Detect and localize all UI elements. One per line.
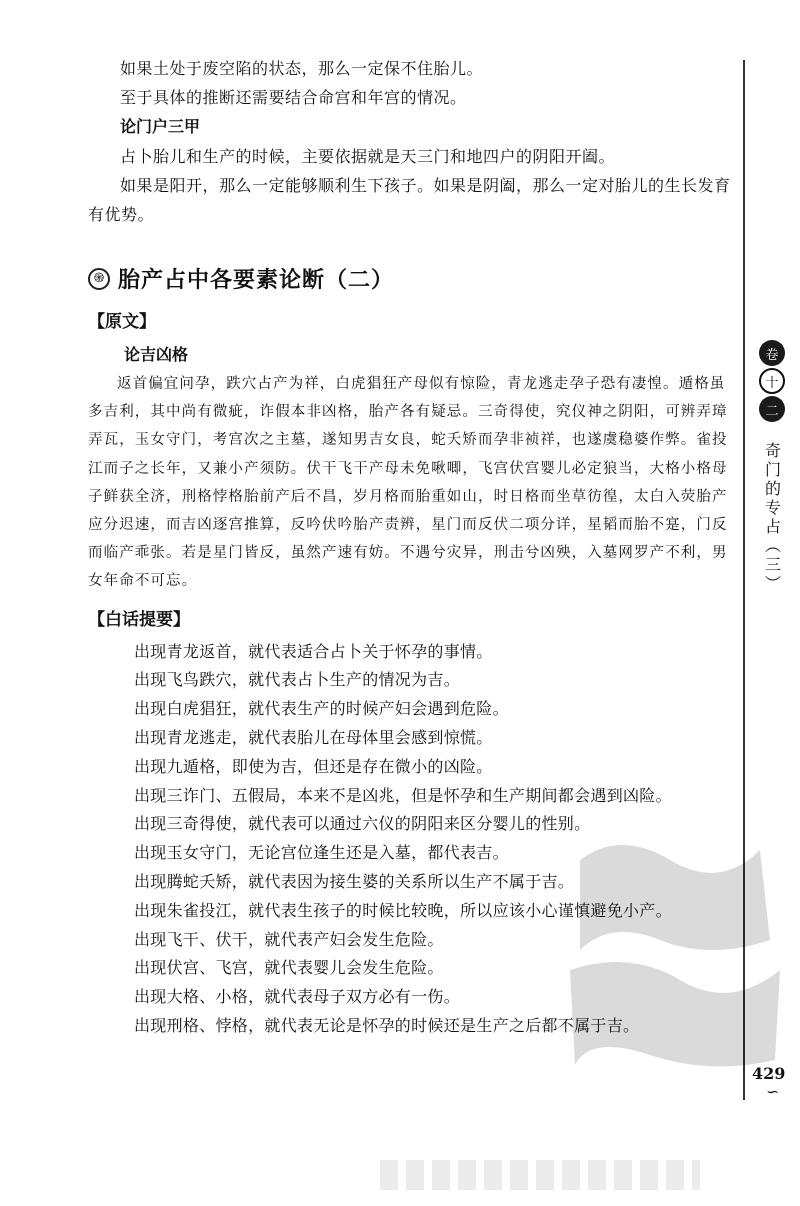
- vernacular-line: 出现大格、小格，就代表母子双方必有一伤。: [134, 987, 461, 1007]
- intro-line-1: 如果土处于废空陷的状态，那么一定保不住胎儿。: [120, 59, 484, 78]
- vernacular-line: 出现玉女守门，无论宫位逢生还是入墓，都代表吉。: [134, 843, 509, 863]
- vernacular-line: 出现三诈门、五假局，本来不是凶兆，但是怀孕和生产期间都会遇到凶险。: [134, 785, 672, 805]
- volume-badge-3: 二: [759, 396, 785, 422]
- menhu-paragraph-1: 占卜胎儿和生产的时候，主要依据就是天三门和地四户的阴阳开阖。: [120, 147, 616, 166]
- original-heading: 【原文】: [88, 312, 156, 332]
- stamp-graphic: [560, 820, 790, 1080]
- vernacular-heading: 【白话提要】: [88, 609, 190, 630]
- volume-badge-2: 十: [759, 368, 785, 394]
- subheading-menhu: 论门户三甲: [120, 117, 201, 136]
- vernacular-line: 出现飞鸟跌穴，就代表占卜生产的情况为吉。: [134, 670, 461, 690]
- vernacular-line: 出现九遁格，即使为吉，但还是存在微小的凶险。: [134, 756, 493, 776]
- vernacular-line: 出现白虎猖狂，就代表生产的时候产妇会遇到危险。: [134, 699, 509, 719]
- volume-badge-1: 卷: [759, 340, 785, 366]
- swirl-emblem-icon: ֍: [88, 268, 110, 290]
- original-text-block: [88, 306, 738, 596]
- original-subheading: 论吉凶格: [124, 345, 189, 364]
- page-number-ornament-icon: ∽: [766, 1082, 780, 1101]
- vernacular-line: 出现刑格、悖格，就代表无论是怀孕的时候还是生产之后都不属于吉。: [134, 1015, 640, 1035]
- vernacular-line: 出现青龙返首，就代表适合占卜关于怀孕的事情。: [134, 641, 493, 661]
- section-title-text: 胎产占中各要素论断（二）: [118, 268, 395, 293]
- menhu-paragraph-2: 如果是阳开，那么一定能够顺利生下孩子。如果是阴阖，那么一定对胎儿的生长发育有优势。: [88, 176, 731, 224]
- vernacular-line: 出现朱雀投江，就代表生孩子的时候比较晚，所以应该小心谨慎避免小产。: [134, 900, 672, 920]
- intro-line-2: 至于具体的推断还需要结合命宫和年宫的情况。: [120, 88, 467, 107]
- watermark-text: PDG: [727, 1002, 781, 1042]
- scan-artifact-band: [380, 1160, 700, 1190]
- vernacular-line: 出现三奇得使，就代表可以通过六仪的阴阳来区分婴儿的性别。: [134, 814, 591, 834]
- chapter-side-title: 奇门的专占（三）: [762, 442, 782, 594]
- vernacular-line: 出现伏宫、飞宫，就代表婴儿会发生危险。: [134, 958, 444, 978]
- chapter-side-tab: [752, 340, 792, 594]
- library-stamp-watermark: [560, 820, 790, 1080]
- vernacular-line: 出现腾蛇夭矫，就代表因为接生婆的关系所以生产不属于吉。: [134, 872, 575, 891]
- vernacular-line: 出现青龙逃走，就代表胎儿在母体里会感到惊慌。: [134, 728, 493, 748]
- section-title: [88, 263, 738, 294]
- vernacular-line: 出现飞干、伏干，就代表产妇会发生危险。: [134, 929, 444, 949]
- page-number: 429: [752, 1064, 786, 1083]
- original-paragraph: 返首偏宜问孕，跌穴占产为祥，白虎猖狂产母似有惊险，青龙逃走孕子恐有凄惶。遁格虽多吉利，其中尚有微疵，诈假本非凶格，胎产各有疑忌。三奇得使，究仪神之阴阳，可辨弄璋弄瓦，玉女守门，考宫次之主墓，遂知男吉女良，蛇夭矫而孕非祯祥，也遂虞稳婆作弊。雀投江而子之长年，又兼小产须防。伏干飞干产母未免啾唧，飞宫伏宫婴儿必定狼当，大格小格母子鲜获全济，刑格悖格胎前产后不昌，岁月格而胎重如山，时日格而坐草彷徨，太白入荧胎产应分迟速，而吉凶逐宫推算，反吟伏吟胎产责辨，星门而反伏二项分详，星韬而胎不寔，门反而临产乖张。若是星门皆反，虽然产速有妨。不遇兮灾异，刑击兮凶殃，入墓网罗产不利，男女年命不可忘。: [88, 376, 728, 590]
